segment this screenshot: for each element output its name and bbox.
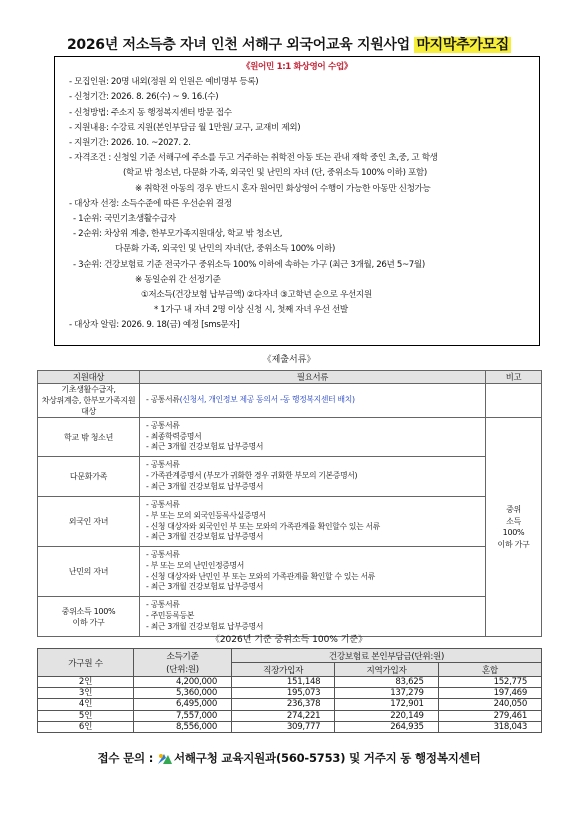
document-item: - 신청 대상자와 외국인인 부 또는 모와의 가족관계를 확인할수 있는 서류 xyxy=(146,521,381,531)
info-line: - 지원기간: 2026. 10. ~2027. 2. xyxy=(69,138,191,149)
amount-cell: 137,279 xyxy=(335,688,438,699)
docs-header-documents: 필요서류 xyxy=(140,371,486,384)
info-line: - 대상자 알림: 2026. 9. 18(금) 예정 [sms문자] xyxy=(69,320,240,331)
document-item: - 공통서류(신청서, 개인정보 제공 동의서 -동 행정복지센터 배치) xyxy=(146,395,355,405)
program-info-box xyxy=(54,56,540,346)
income-header-regional: 지역가입자 xyxy=(335,663,438,677)
docs-row-documents xyxy=(140,547,486,597)
docs-row-target: 중위소득 100% 이하 가구 xyxy=(38,597,140,637)
income-header-household: 가구원 수 xyxy=(38,649,134,677)
document-item: - 공통서류 xyxy=(146,420,180,430)
document-item: - 최종학력증명서 xyxy=(146,431,202,441)
docs-row xyxy=(38,418,542,457)
info-line: (학교 밖 청소년, 다문화 가족, 외국인 및 난민의 자녀 (단, 중위소득 100% 이하) 포함) xyxy=(123,168,427,179)
info-line: - 지원내용: 수강료 지원(본인부담금 월 1만원/ 교구, 교재비 제외) xyxy=(69,122,301,133)
income-row xyxy=(38,699,542,710)
info-line: - 신청방법: 주소지 동 행정복지센터 방문 접수 xyxy=(69,107,232,118)
household-size-cell: 3인 xyxy=(38,688,134,699)
title-highlight: 마지막추가모집 xyxy=(416,37,510,53)
amount-cell: 220,149 xyxy=(335,710,438,721)
contact-prefix: 접수 문의 : xyxy=(97,751,154,765)
amount-cell: 4,200,000 xyxy=(134,677,232,688)
info-line: 다문화 가족, 외국인 및 난민의 자녀(단, 중위소득 100% 이하) xyxy=(115,244,335,255)
docs-row-target: 외국인 자녀 xyxy=(38,497,140,547)
amount-cell: 152,775 xyxy=(438,677,541,688)
contact-text: 서해구청 교육지원과(560-5753) 및 거주지 동 행정복지센터 xyxy=(173,751,481,765)
amount-cell: 279,461 xyxy=(438,710,541,721)
document-item: - 부 또는 모의 난민인정증명서 xyxy=(146,560,245,570)
docs-row-documents xyxy=(140,497,486,547)
district-logo-icon xyxy=(157,752,173,766)
document-item: - 최근 3개월 건강보험료 납부증명서 xyxy=(146,582,264,592)
docs-row xyxy=(38,497,542,547)
page-title xyxy=(0,34,578,54)
income-header-employee: 직장가입자 xyxy=(232,663,335,677)
amount-cell: 195,073 xyxy=(232,688,335,699)
docs-row-note xyxy=(486,384,542,418)
amount-cell: 274,221 xyxy=(232,710,335,721)
docs-header-target: 지원대상 xyxy=(38,371,140,384)
contact-info xyxy=(0,750,578,766)
docs-row-target: 학교 밖 청소년 xyxy=(38,418,140,457)
amount-cell: 83,625 xyxy=(335,677,438,688)
docs-row-target: 다문화가족 xyxy=(38,457,140,497)
household-size-cell: 2인 xyxy=(38,677,134,688)
amount-cell: 7,557,000 xyxy=(134,710,232,721)
docs-header-note: 비고 xyxy=(486,371,542,384)
amount-cell: 318,043 xyxy=(438,721,541,732)
amount-cell: 151,148 xyxy=(232,677,335,688)
document-item: - 최근 3개월 건강보험료 납부증명서 xyxy=(146,621,264,631)
document-item: - 공통서류 xyxy=(146,549,180,559)
title-main: 2026년 저소득층 자녀 인천 서해구 외국어교육 지원사업 xyxy=(66,37,410,53)
amount-cell: 6,495,000 xyxy=(134,699,232,710)
info-line: - 모집인원: 20명 내외(정원 외 인원은 예비명부 등록) xyxy=(69,77,259,88)
document-item: - 신청 대상자와 난민인 부 또는 모와의 가족관계를 확인할 수 있는 서류 xyxy=(146,571,375,581)
income-header-unit: (단위:원) xyxy=(134,663,232,677)
amount-cell: 240,050 xyxy=(438,699,541,710)
docs-row xyxy=(38,597,542,637)
docs-header-row xyxy=(38,371,542,384)
document-item: - 최근 3개월 건강보험료 납부증명서 xyxy=(146,532,264,542)
amount-cell: 197,469 xyxy=(438,688,541,699)
income-row xyxy=(38,688,542,699)
info-subtitle: 《원어민 1:1 화상영어 수업》 xyxy=(241,62,353,72)
household-size-cell: 4인 xyxy=(38,699,134,710)
document-item: - 가족관계증명서 (부모가 귀화한 경우 귀화한 부모의 기본증명서) xyxy=(146,471,358,481)
income-row xyxy=(38,677,542,688)
common-documents-detail: (신청서, 개인정보 제공 동의서 -동 행정복지센터 배치) xyxy=(179,395,355,405)
median-income-table xyxy=(37,648,542,733)
amount-cell: 236,378 xyxy=(232,699,335,710)
docs-row xyxy=(38,547,542,597)
amount-cell: 264,935 xyxy=(335,721,438,732)
income-section-title: 《2026년 기준 중위소득 100% 기준》 xyxy=(210,635,368,645)
docs-row-target: 기초생활수급자, 차상위계층, 한부모가족지원대상 xyxy=(38,384,140,418)
docs-row-target: 난민의 자녀 xyxy=(38,547,140,597)
info-line: - 2순위: 차상위 계층, 한부모가족지원대상, 학교 밖 청소년, xyxy=(73,229,283,240)
income-header-insurance: 건강보험료 본인부담금(단위:원) xyxy=(232,649,542,663)
docs-row xyxy=(38,384,542,418)
info-line: - 신청기간: 2026. 8. 26(수) ~ 9. 16.(수) xyxy=(69,92,219,103)
docs-row-documents xyxy=(140,457,486,497)
amount-cell: 172,901 xyxy=(335,699,438,710)
income-header-mixed: 혼합 xyxy=(438,663,541,677)
docs-section-title: 《제출서류》 xyxy=(262,355,316,365)
info-line: - 대상자 선정: 소득수준에 따른 우선순위 결정 xyxy=(69,198,232,209)
docs-row-documents xyxy=(140,384,486,418)
docs-note-median-income: 중위 소득 100% 이하 가구 xyxy=(486,418,542,637)
household-size-cell: 6인 xyxy=(38,721,134,732)
info-line: ※ 동일순위 간 선정기준 xyxy=(135,274,221,285)
document-item: - 최근 3개월 건강보험료 납부증명서 xyxy=(146,481,264,491)
document-item: - 공통서류 xyxy=(146,499,180,509)
document-item: - 공통서류 xyxy=(146,600,180,610)
info-line: - 3순위: 건강보험료 기준 전국가구 중위소득 100% 이하에 속하는 가구 (최근 3개월, 26년 5~7월) xyxy=(73,259,425,270)
household-size-cell: 5인 xyxy=(38,710,134,721)
info-line: - 자격조건 : 신청일 기준 서해구에 주소를 두고 거주하는 취학전 아동 또는 관내 재학 중인 초,중, 고 학생 xyxy=(69,153,438,164)
income-row xyxy=(38,710,542,721)
amount-cell: 5,360,000 xyxy=(134,688,232,699)
docs-row-documents xyxy=(140,418,486,457)
document-item: - 최근 3개월 건강보험료 납부증명서 xyxy=(146,442,264,452)
docs-row xyxy=(38,457,542,497)
document-item: - 부 또는 모의 외국인등록사실증명서 xyxy=(146,510,266,520)
info-line: - 1순위: 국민기초생활수급자 xyxy=(73,214,176,225)
info-line: ※ 취학전 아동의 경우 반드시 혼자 원어민 화상영어 수행이 가능한 아동만 신청가능 xyxy=(135,183,431,194)
document-item: - 공통서류 xyxy=(146,460,180,470)
amount-cell: 309,777 xyxy=(232,721,335,732)
required-documents-table xyxy=(37,370,542,637)
docs-row-documents xyxy=(140,597,486,637)
income-row xyxy=(38,721,542,732)
income-header-row xyxy=(38,649,542,663)
document-item: - 주민등록등본 xyxy=(146,611,195,621)
income-header-income: 소득기준 xyxy=(134,649,232,663)
amount-cell: 8,556,000 xyxy=(134,721,232,732)
info-line: * 1가구 내 자녀 2명 이상 신청 시, 첫째 자녀 우선 선발 xyxy=(154,305,348,316)
info-line: ①저소득(건강보험 납부금액) ②다자녀 ③고학년 순으로 우선지원 xyxy=(141,290,372,301)
